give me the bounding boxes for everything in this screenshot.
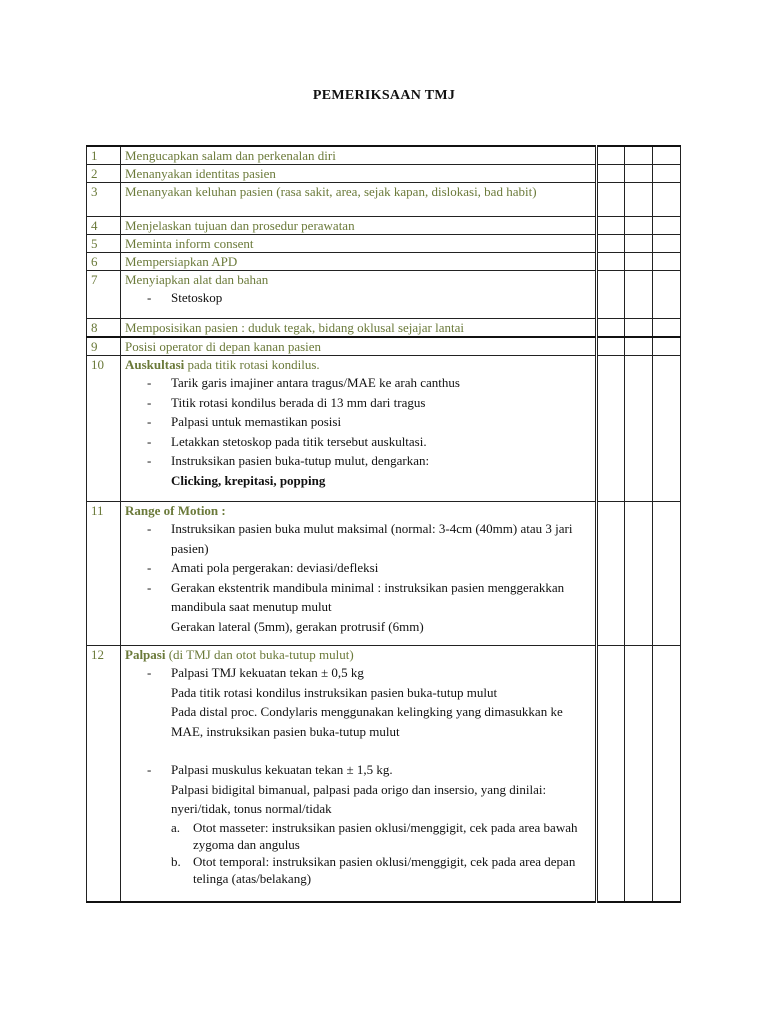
- continuation-line: Pada distal proc. Condylaris menggunakan kelingking yang dimasukkan ke MAE, instruksikan pasien buka-tutup mulut: [171, 704, 563, 739]
- row-number: 10: [87, 356, 121, 502]
- continuation-line: Pada titik rotasi kondilus instruksikan pasien buka-tutup mulut: [171, 684, 498, 700]
- table-row: [87, 319, 681, 338]
- check-cell[interactable]: [625, 183, 653, 217]
- task-text: Menyiapkan alat dan bahan: [125, 272, 269, 287]
- task-cell: [121, 356, 597, 502]
- check-cell[interactable]: [653, 356, 681, 502]
- page-title: PEMERIKSAAN TMJ: [312, 88, 456, 103]
- check-cell[interactable]: [625, 502, 653, 646]
- table-row: [87, 502, 681, 646]
- check-cell[interactable]: [653, 183, 681, 217]
- continuation-line: Palpasi bidigital bimanual, palpasi pada origo dan insersio, yang dinilai: nyeri/tidak, tonus normal/tidak: [171, 781, 547, 816]
- list-item: - Titik rotasi kondilus berada di 13 mm dari tragus: [147, 393, 591, 413]
- table-row: [87, 146, 681, 165]
- continuation-line: Gerakan lateral (5mm), gerakan protrusif (6mm): [171, 618, 424, 634]
- item-list: [125, 373, 591, 490]
- sub-list: [171, 819, 591, 887]
- sub-text: Otot temporal: instruksikan pasien oklusi/menggigit, cek pada area depan telinga (atas/belakang): [193, 853, 576, 886]
- table-row: [87, 356, 681, 502]
- row-number: 3: [87, 183, 121, 217]
- row-number: 6: [87, 253, 121, 271]
- check-cell[interactable]: [597, 183, 625, 217]
- list-item: - Stetoskop: [147, 288, 591, 308]
- check-cell[interactable]: [597, 146, 625, 165]
- list-item-text: Palpasi TMJ kekuatan tekan ± 0,5 kg: [171, 665, 364, 680]
- check-cell[interactable]: [597, 271, 625, 319]
- list-item: [147, 663, 591, 760]
- task-cell: [121, 646, 597, 902]
- task-heading: Range of Motion :: [125, 503, 226, 518]
- row-number: 9: [87, 337, 121, 356]
- task-heading: Palpasi: [125, 647, 166, 662]
- list-item: - Amati pola pergerakan: deviasi/defleksi: [147, 558, 591, 578]
- task-text: Menanyakan identitas pasien: [121, 165, 597, 183]
- check-cell[interactable]: [625, 217, 653, 235]
- check-cell[interactable]: [653, 271, 681, 319]
- check-cell[interactable]: [597, 253, 625, 271]
- sub-list-item: [171, 819, 591, 853]
- check-cell[interactable]: [625, 319, 653, 338]
- table-row: [87, 235, 681, 253]
- row-number: 7: [87, 271, 121, 319]
- check-cell[interactable]: [625, 235, 653, 253]
- table-row: [87, 183, 681, 217]
- task-cell: [121, 502, 597, 646]
- check-cell[interactable]: [597, 337, 625, 356]
- bold-line: Clicking, krepitasi, popping: [171, 472, 326, 488]
- check-cell[interactable]: [653, 319, 681, 338]
- task-text: pada titik rotasi kondilus.: [184, 357, 320, 372]
- check-cell[interactable]: [625, 271, 653, 319]
- check-cell[interactable]: [625, 356, 653, 502]
- check-cell[interactable]: [597, 235, 625, 253]
- table-row: [87, 217, 681, 235]
- sub-marker: b.: [171, 853, 181, 869]
- check-cell[interactable]: [597, 319, 625, 338]
- check-cell[interactable]: [653, 235, 681, 253]
- check-cell[interactable]: [653, 165, 681, 183]
- list-item: [147, 760, 591, 819]
- row-number: 11: [87, 502, 121, 646]
- table-row: [87, 253, 681, 271]
- row-number: 12: [87, 646, 121, 902]
- list-item: - Palpasi untuk memastikan posisi: [147, 412, 591, 432]
- checklist-table: [86, 145, 681, 903]
- table-row: [87, 271, 681, 319]
- list-item-text: Gerakan ekstentrik mandibula minimal : instruksikan pasien menggerakkan mandibula saat menutup mulut: [171, 579, 565, 614]
- check-cell[interactable]: [653, 217, 681, 235]
- row-number: 1: [87, 146, 121, 165]
- sub-list-item: [171, 853, 591, 887]
- task-heading: Auskultasi: [125, 357, 185, 372]
- task-text: Posisi operator di depan kanan pasien: [121, 337, 597, 356]
- sub-marker: a.: [171, 819, 181, 835]
- check-cell[interactable]: [653, 502, 681, 646]
- row-number: 4: [87, 217, 121, 235]
- item-list: [125, 663, 591, 819]
- task-text: (di TMJ dan otot buka-tutup mulut): [165, 647, 354, 662]
- list-item: [147, 578, 591, 637]
- task-text: Mempersiapkan APD: [121, 253, 597, 271]
- list-item: - Instruksikan pasien buka mulut maksimal (normal: 3-4cm (40mm) atau 3 jari pasien): [147, 519, 591, 558]
- table-row: [87, 165, 681, 183]
- check-cell[interactable]: [653, 646, 681, 902]
- task-text: Menanyakan keluhan pasien (rasa sakit, area, sejak kapan, dislokasi, bad habit): [121, 183, 597, 217]
- check-cell[interactable]: [625, 146, 653, 165]
- list-item: - Letakkan stetoskop pada titik tersebut auskultasi.: [147, 432, 591, 452]
- row-number: 8: [87, 319, 121, 338]
- check-cell[interactable]: [597, 502, 625, 646]
- check-cell[interactable]: [597, 165, 625, 183]
- table-row: [87, 646, 681, 902]
- check-cell[interactable]: [625, 253, 653, 271]
- task-text: Meminta inform consent: [121, 235, 597, 253]
- check-cell[interactable]: [653, 337, 681, 356]
- sub-text: Otot masseter: instruksikan pasien oklusi/menggigit, cek pada area bawah zygoma dan angulus: [193, 819, 578, 852]
- task-text: Menjelaskan tujuan dan prosedur perawatan: [121, 217, 597, 235]
- task-text: Mengucapkan salam dan perkenalan diri: [121, 146, 597, 165]
- item-list: [125, 288, 591, 308]
- list-item-text: Palpasi muskulus kekuatan tekan ± 1,5 kg.: [171, 762, 393, 777]
- check-cell[interactable]: [653, 146, 681, 165]
- list-item-text: Instruksikan pasien buka-tutup mulut, dengarkan:: [171, 453, 430, 468]
- task-text: Memposisikan pasien : duduk tegak, bidang oklusal sejajar lantai: [121, 319, 597, 338]
- check-cell[interactable]: [597, 217, 625, 235]
- check-cell[interactable]: [625, 646, 653, 902]
- list-item: [147, 451, 591, 490]
- task-cell: [121, 271, 597, 319]
- list-item: - Tarik garis imajiner antara tragus/MAE ke arah canthus: [147, 373, 591, 393]
- row-number: 2: [87, 165, 121, 183]
- check-cell[interactable]: [625, 165, 653, 183]
- item-list: [125, 519, 591, 636]
- table-row: [87, 337, 681, 356]
- row-number: 5: [87, 235, 121, 253]
- check-cell[interactable]: [625, 337, 653, 356]
- check-cell[interactable]: [653, 253, 681, 271]
- check-cell[interactable]: [597, 356, 625, 502]
- check-cell[interactable]: [597, 646, 625, 902]
